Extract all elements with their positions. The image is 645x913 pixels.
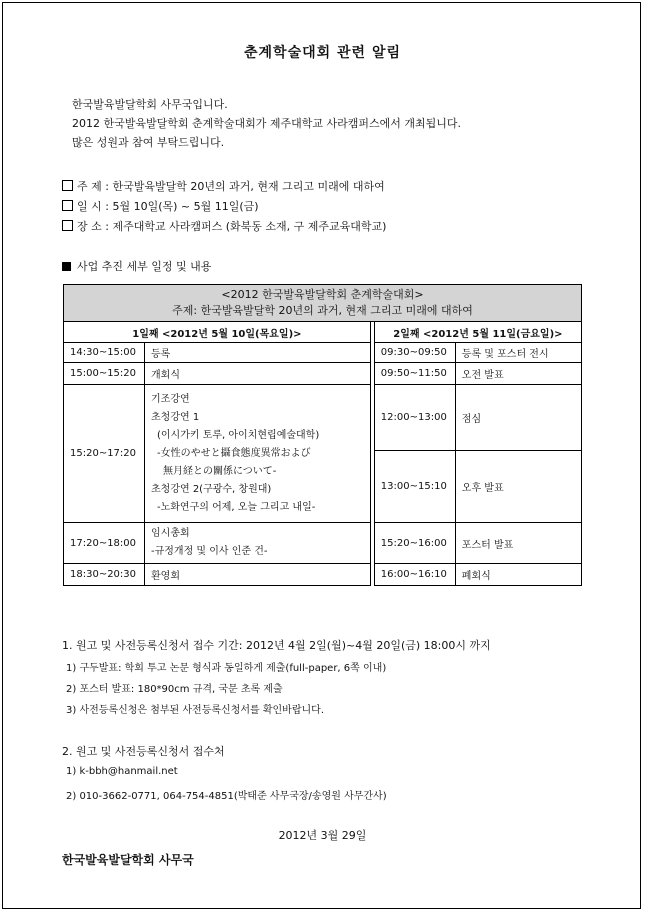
checkbox-square-icon <box>62 180 73 191</box>
filled-square-icon <box>62 262 71 271</box>
date-line: 2012년 3월 29일 <box>278 829 367 842</box>
table-cell-time: 14:30~15:00 <box>64 343 145 363</box>
table-cell-event: 환영회 <box>145 564 371 586</box>
table-cell-time: 15:20~17:20 <box>64 385 145 523</box>
schedule-table <box>63 284 582 586</box>
notice1-item-3: 3) 사전등록신청은 첨부된 사전등록신청서를 확인바랍니다. <box>66 705 324 716</box>
table-cell-event: 등록 및 포스터 전시 <box>455 343 581 363</box>
keynote-line: (이시가키 토루, 아이치현립예술대학) <box>157 429 320 441</box>
section-heading-text: 사업 추진 세부 일정 및 내용 <box>77 260 212 273</box>
table-cell-event: 포스터 발표 <box>455 523 581 564</box>
day1-header: 1일째 <2012년 5월 10일(목요일)> <box>64 322 371 343</box>
table-cell-event: 오전 발표 <box>455 363 581 385</box>
keynote-line: 초청강연 1 <box>151 411 200 423</box>
table-cell-time: 16:00~16:10 <box>374 564 455 586</box>
keynote-line: -노화연구의 어제, 오늘 그리고 내일- <box>157 501 316 513</box>
info-topic-text: 주 제 : 한국발육발달학 20년의 과거, 현재 그리고 미래에 대하여 <box>77 180 385 193</box>
table-cell-time: 17:20~18:00 <box>64 523 145 564</box>
info-date-text: 일 시 : 5월 10일(목) ~ 5월 11일(금) <box>77 200 259 213</box>
schedule-header <box>64 285 582 322</box>
info-topic <box>62 178 385 194</box>
info-place-text: 장 소 : 제주대학교 사라캠퍼스 (화북동 소재, 구 제주교육대학교) <box>77 220 387 233</box>
table-cell-event: 오후 발표 <box>455 451 581 523</box>
table-cell-keynote <box>145 385 371 523</box>
table-cell-event: 등록 <box>145 343 371 363</box>
keynote-line: 無月経との關係について- <box>163 465 277 477</box>
table-cell-event: 점심 <box>455 385 581 451</box>
notice1-heading: 1. 원고 및 사전등록신청서 접수 기간: 2012년 4월 2일(월)~4월 20일(금) 18:00시 까지 <box>62 639 491 652</box>
table-cell-event: 폐회식 <box>455 564 581 586</box>
intro-line-1: 한국발육발달학회 사무국입니다. <box>72 98 228 111</box>
intro-line-2: 2012 한국발육발달학회 춘계학술대회가 제주대학교 사라캠퍼스에서 개최됩니다. <box>72 117 462 130</box>
signature: 한국발육발달학회 사무국 <box>62 853 194 867</box>
keynote-line: 기조강연 <box>151 393 190 405</box>
notice1-item-1: 1) 구두발표: 학회 투고 논문 형식과 동일하게 제출(full-paper, 6쪽 이내) <box>66 663 387 674</box>
checkbox-square-icon <box>62 200 73 211</box>
table-cell-assembly <box>145 523 371 564</box>
intro-line-3: 많은 성원과 참여 부탁드립니다. <box>72 136 225 149</box>
table-cell-time: 09:30~09:50 <box>374 343 455 363</box>
checkbox-square-icon <box>62 220 73 231</box>
notice2-item-1: 1) k-bbh@hanmail.net <box>66 766 178 777</box>
table-cell-time: 09:50~11:50 <box>374 363 455 385</box>
schedule-header-line-2: 주제: 한국발육발달학 20년의 과거, 현재 그리고 미래에 대하여 <box>172 304 473 317</box>
keynote-line: 초청강연 2(구광수, 창원대) <box>151 483 272 495</box>
table-cell-time: 15:00~15:20 <box>64 363 145 385</box>
day2-header: 2일째 <2012년 5월 11일(금요일)> <box>374 322 581 343</box>
info-date <box>62 198 259 214</box>
document-title: 춘계학술대회 관련 알림 <box>244 45 401 61</box>
table-cell-event: 개회식 <box>145 363 371 385</box>
table-cell-time: 12:00~13:00 <box>374 385 455 451</box>
assembly-line: -규정개정 및 이사 인준 건- <box>151 546 268 557</box>
table-cell-time: 15:20~16:00 <box>374 523 455 564</box>
notice2-item-2: 2) 010-3662-0771, 064-754-4851(박태준 사무국장/송영원 사무간사) <box>66 791 387 802</box>
table-cell-time: 13:00~15:10 <box>374 451 455 523</box>
notice1-item-2: 2) 포스터 발표: 180*90cm 규격, 국문 초록 제출 <box>66 684 283 695</box>
info-place <box>62 218 386 234</box>
assembly-line: 임시총회 <box>151 528 190 539</box>
section-heading <box>62 258 211 274</box>
table-cell-time: 18:30~20:30 <box>64 564 145 586</box>
schedule-header-line-1: <2012 한국발육발달학회 춘계학술대회> <box>221 288 424 301</box>
keynote-line: -女性のやせと攝食態度異常および <box>157 447 311 459</box>
notice2-heading: 2. 원고 및 사전등록신청서 접수처 <box>62 745 225 758</box>
